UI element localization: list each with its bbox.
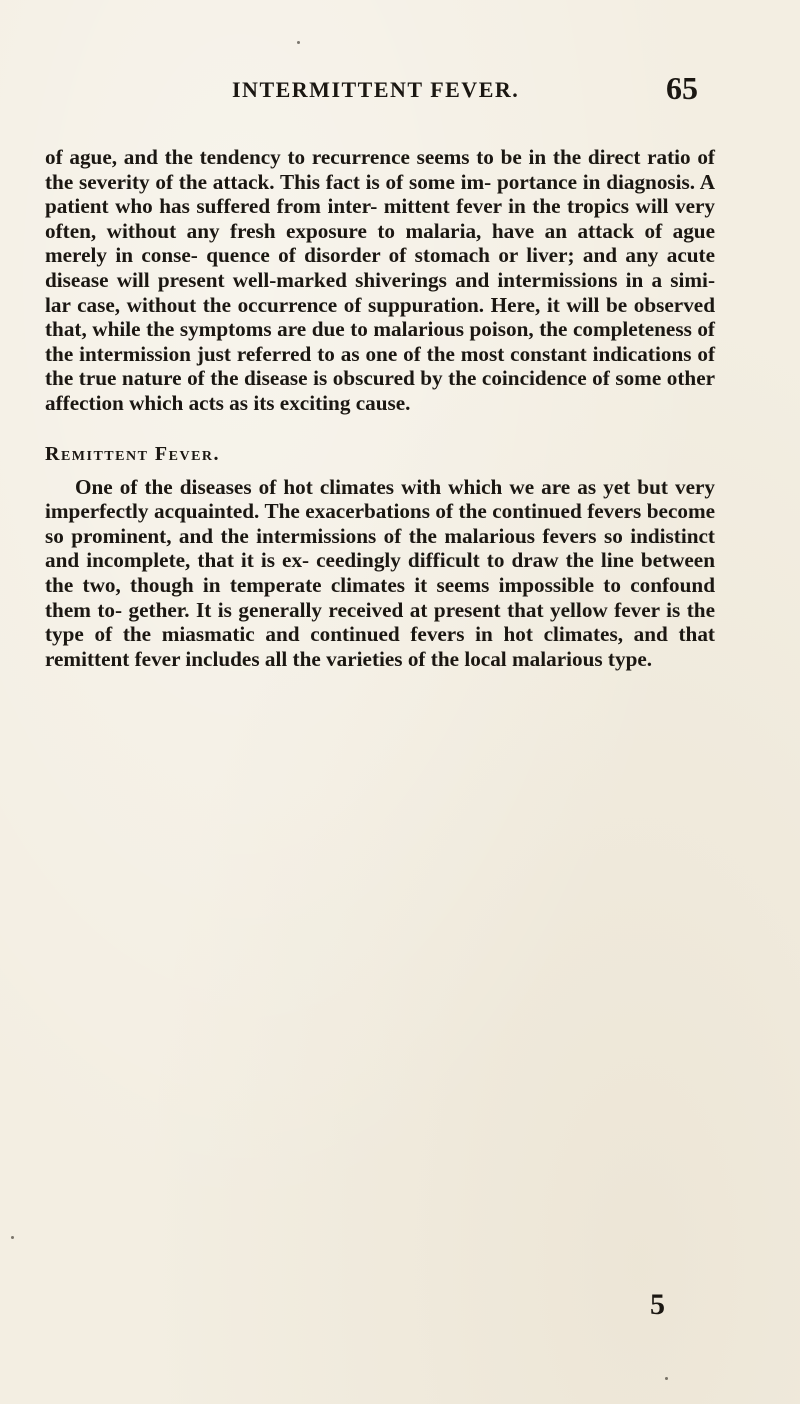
section-heading-remittent-fever: Remittent Fever. [45,442,221,465]
page-number: 65 [666,70,698,106]
paper-speck [297,41,300,44]
running-head [0,0,800,120]
paragraph-ague: of ague, and the tendency to recurrence seems to be in the direct ratio of the severity of the attack. This fact is of some im- portance in diagnosis. A patient who has suffered from inter- mittent fever in the tropics will very often, without any fresh exposure to malaria, have an attack of ague merely in conse- quence of disorder of stomach or liver; and any acute disease will present well-marked shiverings and intermissions in a simi- lar case, without the occurrence of suppuration. Here, it will be observed that, while the symptoms are due to malarious poison, the completeness of the intermission just referred to as one of the most constant indications of the true nature of the disease is obscured by the coincidence of some other affection which acts as its exciting cause. [45,145,715,415]
signature-mark: 5 [650,1288,665,1321]
body-text [45,145,715,671]
paragraph-remittent-fever: One of the diseases of hot climates with which we are as yet but very imperfectly acquainted. The exacerbations of the continued fevers become so prominent, and the intermissions of the malarious fevers so indistinct and incomplete, that it is ex- ceedingly difficult to draw the line between the two, though in temperate climates it seems impossible to confound them to- gether. It is generally received at present that yellow fever is the type of the miasmatic and continued fevers in hot climates, and that remittent fever includes all the varieties of the local malarious type. [45,474,715,671]
paper-speck [11,1236,14,1239]
paper-speck [665,1377,668,1380]
running-title: INTERMITTENT FEVER. [232,77,520,102]
